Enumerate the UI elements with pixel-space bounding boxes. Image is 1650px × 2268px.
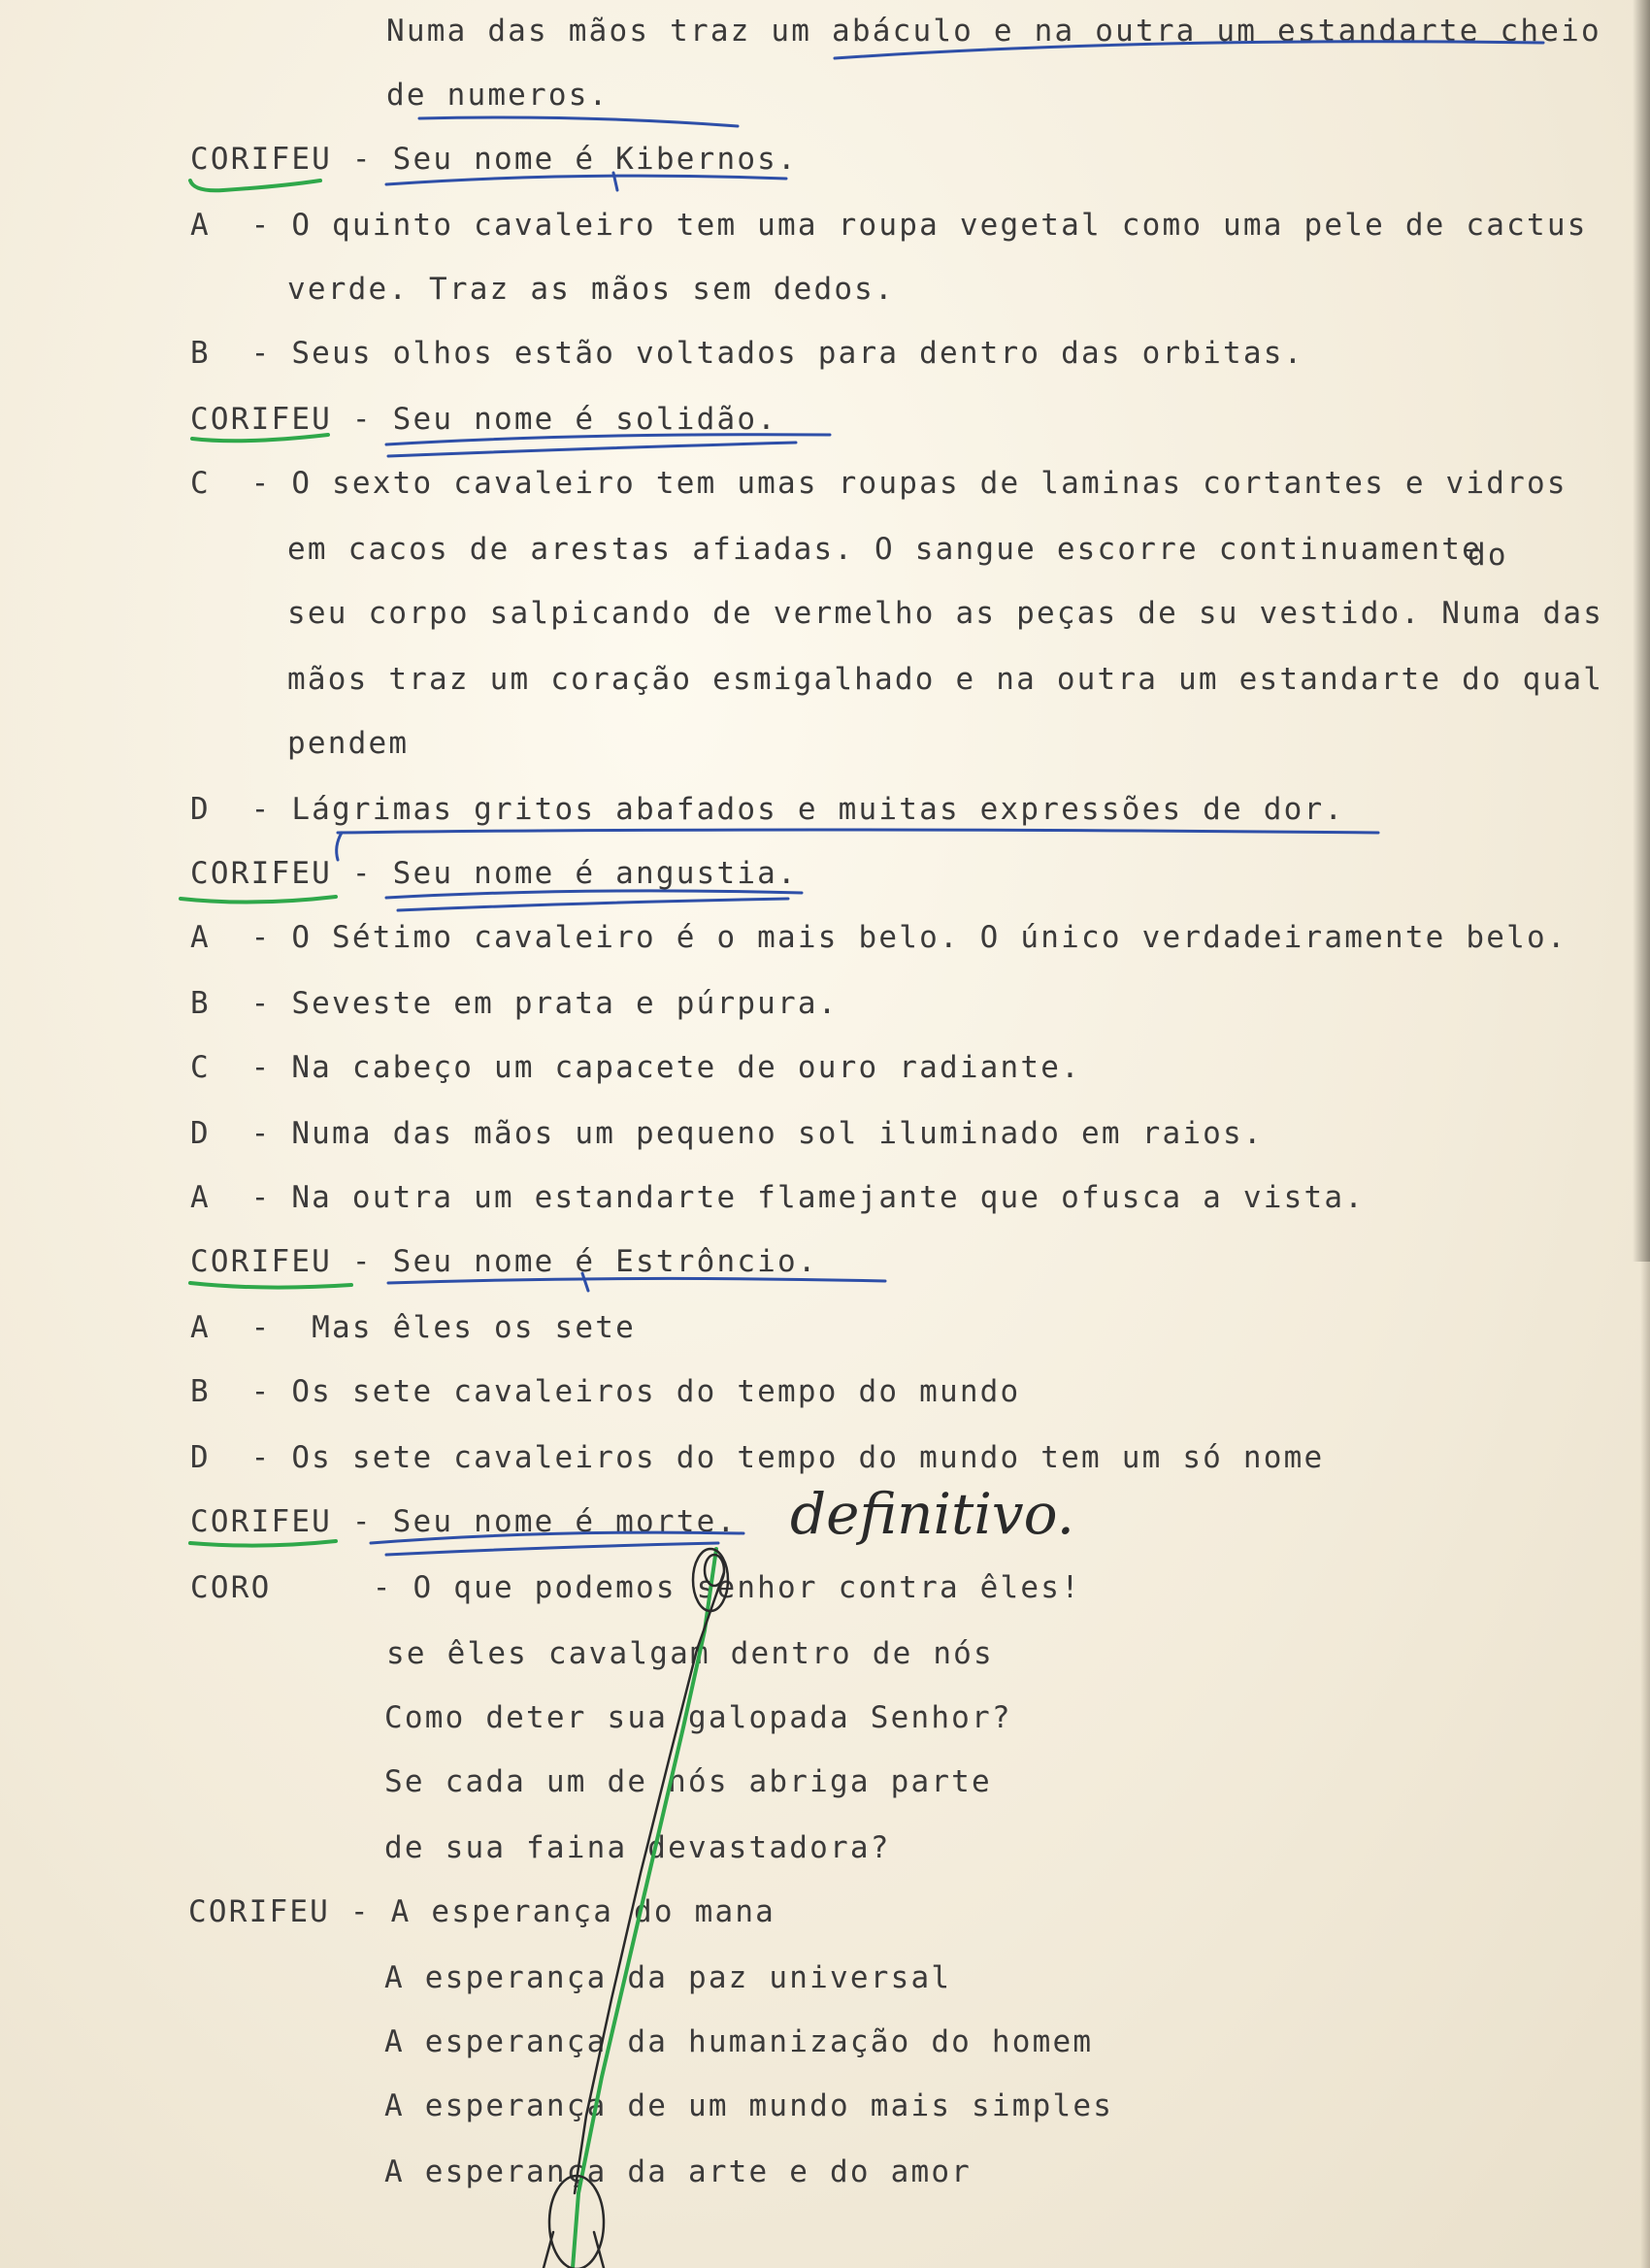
text-line: de numeros.	[386, 78, 610, 113]
text-line: verde. Traz as mãos sem dedos.	[287, 272, 895, 307]
blue-underline	[386, 1543, 718, 1555]
text-line: A esperança da paz universal	[384, 1960, 952, 1995]
speaker-line-corifeu: CORIFEU - Seu nome é morte.	[190, 1504, 738, 1539]
speaker-line-corifeu: CORIFEU - Seu nome é angustia.	[190, 856, 798, 891]
text-line-insert: do	[1468, 538, 1508, 573]
text-line: em cacos de arestas afiadas. O sangue escorre continuamente	[287, 532, 1482, 567]
blue-underline	[835, 42, 1543, 58]
text-line: A esperança de um mundo mais simples	[384, 2088, 1114, 2123]
speaker-line-corifeu: CORIFEU - Seu nome é solidão.	[190, 402, 778, 437]
speaker-line-corifeu: CORIFEU - Seu nome é Kibernos.	[190, 142, 798, 177]
green-underline	[190, 181, 320, 190]
blue-underline	[386, 176, 786, 184]
text-line: A esperança da arte e do amor	[384, 2154, 973, 2189]
blue-underline	[388, 443, 796, 456]
text-line: A - Na outra um estandarte flamejante que ofusca a vista.	[190, 1180, 1366, 1215]
text-line: A - O quinto cavaleiro tem uma roupa vegetal como uma pele de cactus	[190, 208, 1588, 243]
blue-underline	[386, 891, 802, 898]
blue-underline	[398, 899, 788, 910]
text-line: se êles cavalgam dentro de nós	[386, 1636, 994, 1671]
speaker-line-coro: CORO - O que podemos senhor contra êles!	[190, 1570, 1081, 1605]
blue-tick	[582, 1273, 588, 1291]
text-line: Como deter sua galopada Senhor?	[384, 1700, 1012, 1735]
blue-underline	[419, 117, 738, 126]
text-line: C - Na cabeço um capacete de ouro radiante.	[190, 1050, 1081, 1085]
green-underlines	[181, 181, 351, 1546]
text-line: D - Os sete cavaleiros do tempo do mundo tem um só nome	[190, 1440, 1325, 1475]
blue-underline	[388, 1278, 885, 1283]
text-line: Se cada um de nós abriga parte	[384, 1764, 992, 1799]
text-line: pendem	[287, 726, 410, 761]
text-line: D - Numa das mãos um pequeno sol iluminado em raios.	[190, 1116, 1264, 1151]
text-line: B - Os sete cavaleiros do tempo do mundo	[190, 1374, 1021, 1409]
text-line: Numa das mãos traz um abáculo e na outra um estandarte cheio	[386, 14, 1601, 49]
blue-underline	[338, 830, 1378, 833]
blue-tick	[337, 833, 342, 860]
text-line: D - Lágrimas gritos abafados e muitas expressões de dor.	[190, 792, 1345, 827]
text-line: C - O sexto cavaleiro tem umas roupas de laminas cortantes e vidros	[190, 466, 1568, 501]
text-line: A esperança da humanização do homem	[384, 2024, 1094, 2059]
text-line: B - Seveste em prata e púrpura.	[190, 986, 839, 1021]
text-line: de sua faina devastadora?	[384, 1830, 891, 1865]
green-underline	[192, 435, 328, 441]
text-line: B - Seus olhos estão voltados para dentro das orbitas.	[190, 336, 1304, 371]
blue-underlines	[337, 42, 1543, 1555]
blue-underline	[371, 1532, 743, 1543]
handwritten-note: definitivo.	[790, 1481, 1075, 1547]
text-line: seu corpo salpicando de vermelho as peças de su vestido. Numa das	[287, 596, 1604, 631]
speaker-line-corifeu: CORIFEU - A esperança do mana	[188, 1894, 776, 1929]
text-line: A - O Sétimo cavaleiro é o mais belo. O único verdadeiramente belo.	[190, 920, 1568, 955]
text-line: mãos traz um coração esmigalhado e na outra um estandarte do qual	[287, 662, 1604, 697]
green-underline	[181, 897, 336, 903]
text-line: A - Mas êles os sete	[190, 1310, 636, 1345]
green-underline	[190, 1283, 351, 1288]
speaker-line-corifeu: CORIFEU - Seu nome é Estrôncio.	[190, 1244, 818, 1279]
green-underline	[190, 1541, 336, 1546]
